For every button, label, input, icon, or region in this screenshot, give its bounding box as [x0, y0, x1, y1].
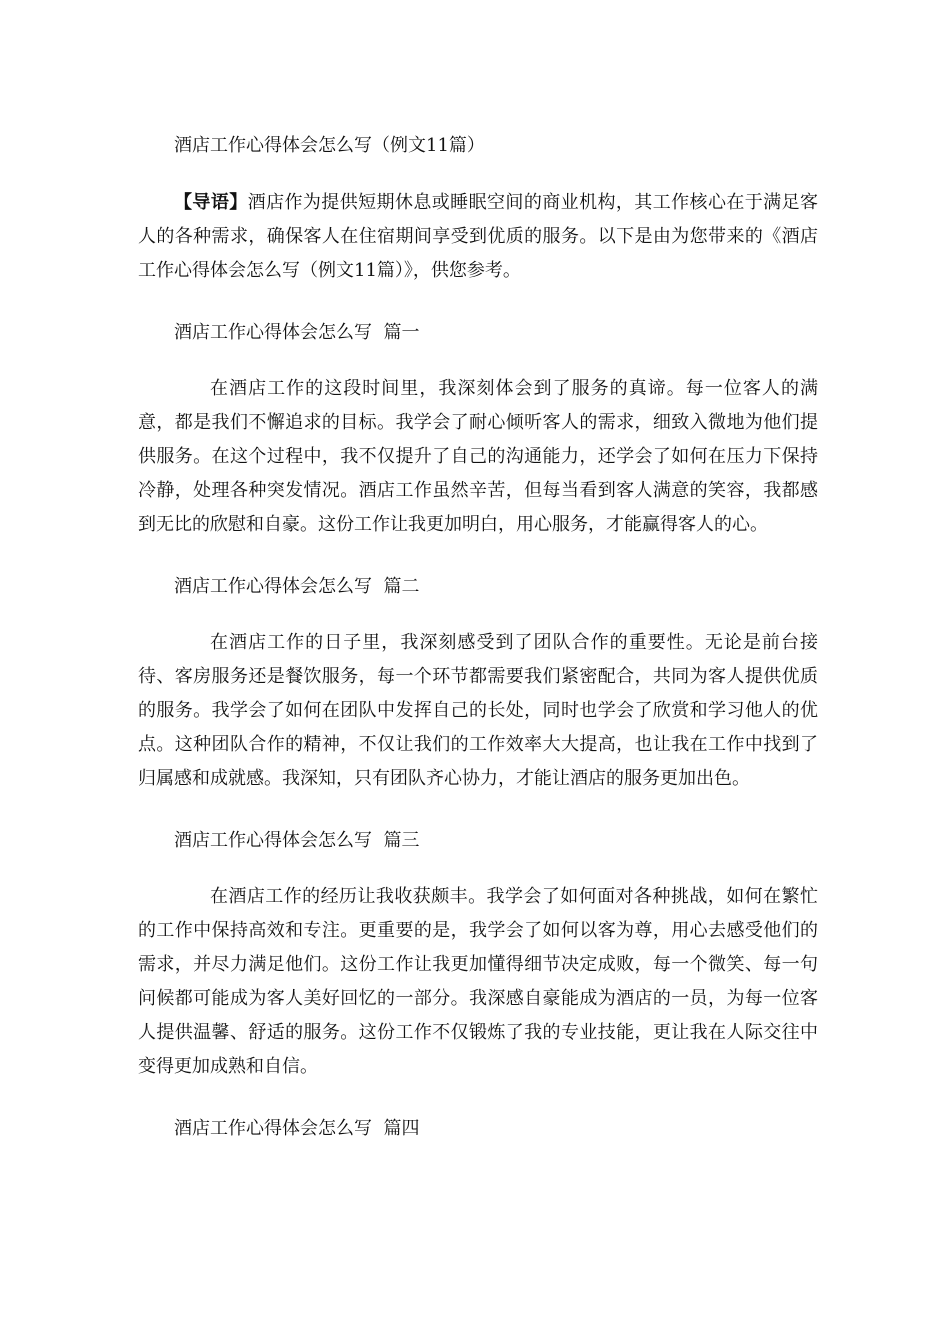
section-heading-2: 酒店工作心得体会怎么写 篇二 — [174, 576, 420, 597]
section-body-3: 在酒店工作的经历让我收获颇丰。我学会了如何面对各种挑战，如何在繁忙的工作中保持高效和专注。更重要的是，我学会了如何以客为尊，用心去感受他们的需求，并尽力满足他们。这份工作让我更加懂得细节决定成败，每一个微笑、每一句问候都可能成为客人美好回忆的一部分。我深感自豪能成为酒店的一员，为每一位客人提供温馨、舒适的服务。这份工作不仅锻炼了我的专业技能，更让我在人际交往中变得更加成熟和自信。 — [138, 886, 818, 1077]
intro-tag: 【导语】 — [174, 192, 248, 213]
document-title: 酒店工作心得体会怎么写（例文11篇） — [174, 135, 485, 156]
section-heading-1: 酒店工作心得体会怎么写 篇一 — [174, 322, 420, 343]
section-body-2: 在酒店工作的日子里，我深刻感受到了团队合作的重要性。无论是前台接待、客房服务还是餐饮服务，每一个环节都需要我们紧密配合，共同为客人提供优质的服务。我学会了如何在团队中发挥自己的长处，同时也学会了欣赏和学习他人的优点。这种团队合作的精神，不仅让我们的工作效率大大提高，也让我在工作中找到了归属感和成就感。我深知，只有团队齐心协力，才能让酒店的服务更加出色。 — [138, 632, 818, 789]
intro-paragraph — [138, 186, 818, 288]
section-heading-3: 酒店工作心得体会怎么写 篇三 — [174, 830, 420, 851]
section-body-1: 在酒店工作的这段时间里，我深刻体会到了服务的真谛。每一位客人的满意，都是我们不懈追求的目标。我学会了耐心倾听客人的需求，细致入微地为他们提供服务。在这个过程中，我不仅提升了自己的沟通能力，还学会了如何在压力下保持冷静，处理各种突发情况。酒店工作虽然辛苦，但每当看到客人满意的笑容，我都感到无比的欣慰和自豪。这份工作让我更加明白，用心服务，才能赢得客人的心。 — [138, 378, 818, 535]
intro-text: 酒店作为提供短期休息或睡眠空间的商业机构，其工作核心在于满足客人的各种需求，确保客人在住宿期间享受到优质的服务。以下是由为您带来的《酒店工作心得体会怎么写（例文11篇）》，供您参考。 — [138, 192, 819, 281]
section-heading-4: 酒店工作心得体会怎么写 篇四 — [174, 1118, 420, 1139]
document-page — [138, 128, 818, 1146]
